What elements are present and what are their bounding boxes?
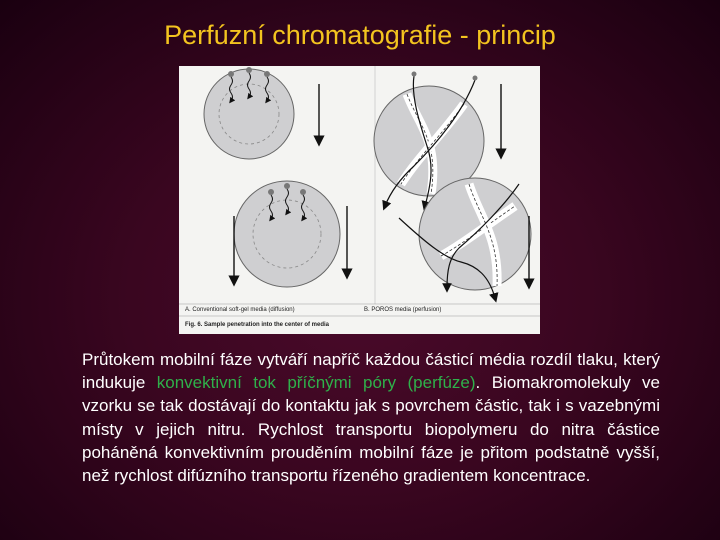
soft-gel-bead-top (204, 67, 294, 159)
caption-a: A. Conventional soft-gel media (diffusion) (185, 307, 295, 313)
soft-gel-bead-bottom (234, 181, 340, 287)
paragraph-part-2: . Biomakromolekuly ve vzorku se tak dostávají do kontaktu jak s povrchem částic, tak i s vazebnými místy v jejich nitru. Rychlost transportu biopolymeru do nitra částice poháněná konvektivním prouděním mobilní fáze je přitom podstatně vyšší, než rychlost difúzního transportu řízeného gradientem koncentrace. (82, 373, 660, 486)
body-paragraph (82, 348, 660, 487)
figure-caption: Fig. 6. Sample penetration into the center of media (185, 322, 330, 328)
poros-bead-bottom (399, 178, 531, 298)
caption-b: B. POROS media (perfusion) (364, 307, 442, 313)
slide-title: Perfúzní chromatografie - princip (164, 20, 556, 50)
paragraph-part-1: Průtokem mobilní fáze vytváří napříč každou částicí média rozdíl tlaku, který indukuje (82, 350, 660, 393)
diagram-figure (179, 66, 540, 334)
paragraph-highlight: konvektivní tok příčnými póry (perfúze) (156, 373, 476, 393)
